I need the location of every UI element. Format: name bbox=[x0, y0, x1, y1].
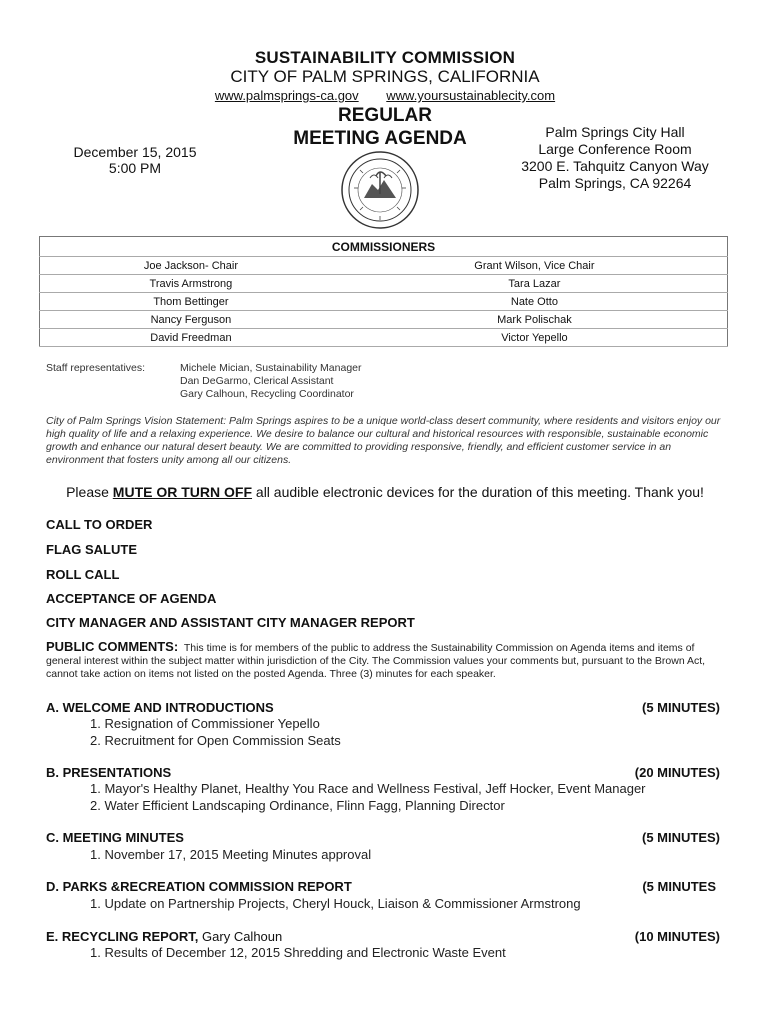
commissioner-name: Nancy Ferguson bbox=[40, 311, 342, 329]
commissioner-name: Joe Jackson- Chair bbox=[40, 257, 342, 275]
table-row bbox=[40, 293, 728, 311]
section-e-title bbox=[46, 929, 282, 944]
commissioner-name: David Freedman bbox=[40, 329, 342, 347]
meeting-datetime bbox=[68, 144, 202, 176]
city-title: CITY OF PALM SPRINGS, CALIFORNIA bbox=[230, 67, 540, 86]
mute-notice-pre: Please bbox=[66, 484, 113, 500]
commissioner-name: Grant Wilson, Vice Chair bbox=[342, 257, 728, 275]
table-row bbox=[40, 257, 728, 275]
commissioner-name: Nate Otto bbox=[342, 293, 728, 311]
list-item: 1. Resignation of Commissioner Yepello bbox=[90, 716, 320, 731]
section-d-title: D. PARKS &RECREATION COMMISSION REPORT bbox=[46, 879, 352, 894]
staff-list bbox=[180, 362, 362, 401]
table-row bbox=[40, 275, 728, 293]
address-line: Palm Springs City Hall bbox=[545, 124, 685, 140]
table-row bbox=[40, 329, 728, 347]
regular-heading: REGULAR bbox=[338, 105, 432, 126]
public-comments-label: PUBLIC COMMENTS: bbox=[46, 639, 179, 654]
list-item: 1. Results of December 12, 2015 Shredding and Electronic Waste Event bbox=[90, 945, 506, 960]
roll-call-heading: ROLL CALL bbox=[46, 567, 120, 582]
section-e-title-bold: E. RECYCLING REPORT, bbox=[46, 929, 199, 944]
commissioner-name: Mark Polischak bbox=[342, 311, 728, 329]
public-comments-text: This time is for members of the public to address the Sustainability Commission on Agenda items and items of general interest within the subject matter within jurisdiction of the City. The Commission values your comments but, pursuant to the Brown Act, cannot take action on items not listed on the posted Agenda. Three (3) minutes for each speaker. bbox=[46, 642, 706, 680]
meeting-address bbox=[512, 124, 718, 192]
section-a-minutes: (5 MINUTES) bbox=[642, 700, 720, 715]
list-item: 1. November 17, 2015 Meeting Minutes approval bbox=[90, 847, 372, 862]
acceptance-heading: ACCEPTANCE OF AGENDA bbox=[46, 591, 217, 606]
mute-notice-post: all audible electronic devices for the duration of this meeting. Thank you! bbox=[252, 484, 704, 500]
city-seal-icon bbox=[340, 150, 420, 230]
section-c-minutes: (5 MINUTES) bbox=[642, 830, 720, 845]
address-line: Palm Springs, CA 92264 bbox=[538, 175, 692, 191]
address-line: Large Conference Room bbox=[538, 141, 692, 157]
list-item: 2. Water Efficient Landscaping Ordinance, Flinn Fagg, Planning Director bbox=[90, 798, 505, 813]
commissioners-heading: COMMISSIONERS bbox=[40, 237, 728, 257]
section-c-title: C. MEETING MINUTES bbox=[46, 830, 184, 845]
commission-title: SUSTAINABILITY COMMISSION bbox=[254, 48, 516, 67]
public-comments bbox=[46, 640, 730, 681]
city-website-link[interactable]: www.palmsprings-ca.gov bbox=[214, 88, 359, 103]
section-e-presenter: Gary Calhoun bbox=[198, 929, 283, 944]
commissioner-name: Victor Yepello bbox=[342, 329, 728, 347]
staff-name: Michele Mician, Sustainability Manager bbox=[180, 362, 362, 374]
vision-statement: City of Palm Springs Vision Statement: Palm Springs aspires to be a unique world-class desert community, where residents and visitors enjoy our high quality of life and a relaxing experience. We desire to balance our cultural and historical resources with responsible, sustainable economic growth and enhance our natural desert beauty. We are committed to providing responsive, friendly, and efficient customer service in an environment that fosters unity among all our citizens. bbox=[46, 415, 721, 466]
flag-salute-heading: FLAG SALUTE bbox=[46, 542, 137, 557]
list-item: 2. Recruitment for Open Commission Seats bbox=[90, 733, 341, 748]
meeting-agenda-heading: MEETING AGENDA bbox=[293, 128, 467, 149]
section-b-minutes: (20 MINUTES) bbox=[634, 765, 720, 780]
sustainable-website-link[interactable]: www.yoursustainablecity.com bbox=[386, 88, 556, 103]
staff-label: Staff representatives: bbox=[46, 362, 146, 374]
section-b-title: B. PRESENTATIONS bbox=[46, 765, 172, 780]
city-manager-heading: CITY MANAGER AND ASSISTANT CITY MANAGER REPORT bbox=[46, 615, 415, 630]
staff-name: Dan DeGarmo, Clerical Assistant bbox=[180, 375, 334, 387]
section-d-minutes: (5 MINUTES bbox=[642, 879, 716, 894]
commissioners-table bbox=[39, 236, 728, 347]
list-item: 1. Mayor's Healthy Planet, Healthy You Race and Wellness Festival, Jeff Hocker, Event Manager bbox=[90, 781, 646, 796]
table-row bbox=[40, 311, 728, 329]
commissioner-name: Travis Armstrong bbox=[40, 275, 342, 293]
section-a-title: A. WELCOME AND INTRODUCTIONS bbox=[46, 700, 274, 715]
meeting-time: 5:00 PM bbox=[108, 160, 162, 176]
staff-name: Gary Calhoun, Recycling Coordinator bbox=[180, 388, 354, 400]
mute-notice-bold: MUTE OR TURN OFF bbox=[112, 484, 253, 500]
commissioner-name: Tara Lazar bbox=[342, 275, 728, 293]
mute-notice bbox=[0, 484, 770, 500]
commissioner-name: Thom Bettinger bbox=[40, 293, 342, 311]
website-links bbox=[0, 88, 770, 103]
list-item: 1. Update on Partnership Projects, Cheryl Houck, Liaison & Commissioner Armstrong bbox=[90, 896, 581, 911]
address-line: 3200 E. Tahquitz Canyon Way bbox=[521, 158, 709, 174]
call-to-order-heading: CALL TO ORDER bbox=[46, 517, 153, 532]
meeting-date: December 15, 2015 bbox=[73, 144, 197, 160]
section-e-minutes: (10 MINUTES) bbox=[634, 929, 720, 944]
